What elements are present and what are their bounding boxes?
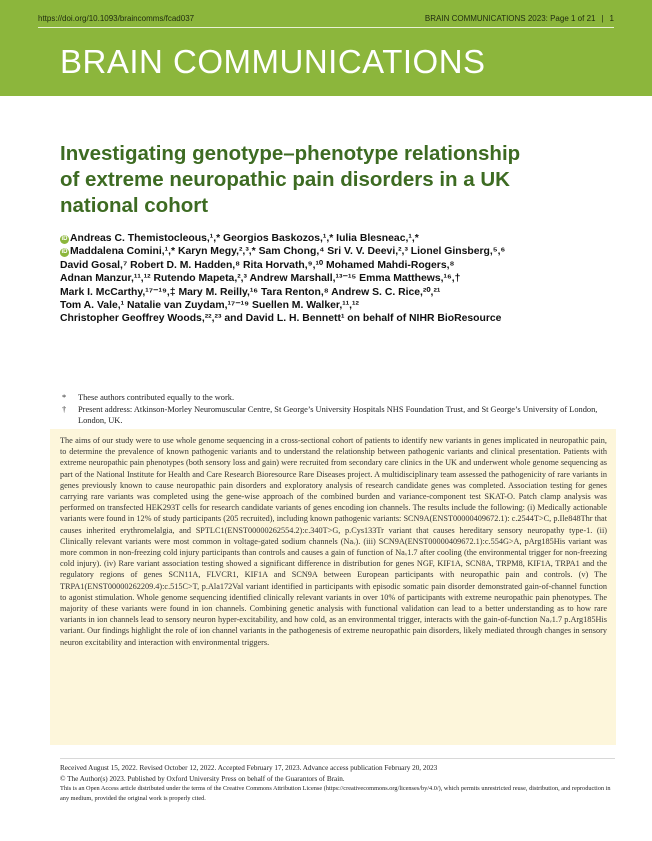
license-text: This is an Open Access article distributed under the terms of the Creative Commons Attribution License (https://creativecommons.org/licenses/by/4.0/), which permits unrestricted reuse, distribution, and reproduction in any medium, provided the original work is properly cited. [60, 785, 611, 802]
copyright: © The Author(s) 2023. Published by Oxford University Press on behalf of the Guarantors of Brain. [60, 774, 345, 783]
abstract-text: The aims of our study were to use whole genome sequencing in a cross-sectional cohort of patients to identify new variants in genes implicated in neuropathic pain, to determine the prevalence of known pathogenic variants and to understand the relationship between pathogenic variants and clinical presentation. Patients with extreme neuropathic pain phenotypes (both sensory loss and gain) were recruited from secondary care clinics in the UK and underwent whole genome sequencing as part of the National Institute for Health and Care Research Bioresource Rare Diseases project. A multidisciplinary team assessed the pathogenicity of rare variants in genes previously known to cause neuropathic pain disorders and exploratory analysis of research candidate genes was completed. Association testing for genes carrying rare variants was completed using the gene-wise approach of the combined burden and variance-component test SKAT-O. Patch clamp analysis was performed on transfected HEK293T cells for research candidate variants of genes encoding ion channels. The results include the following: (i) Medically actionable variants were found in 12% of study participants (205 recruited), including known pathogenic variants: SCN9A(ENST00000409672.1): c.2544T>C, p.Ile848Thr that causes inherited erythromelalgia, and SPTLC1(ENST00000262554.2):c.340T>G, p.Cys133Tr variant that causes hereditary sensory neuropathy type-1. (ii) Clinically relevant variants were most common in voltage-gated sodium channels (Naᵥ). (iii) SCN9A(ENST00000409672.1):c.554G>A, pArg185His variant was more common in non-freezing cold injury participants than controls and causes a gain of function of Naᵥ1.7 after cooling (the environmental trigger for non-freezing cold injury). (iv) Rare variant association testing showed a significant difference in distribution for genes NGF, KIF1A, SCN8A, TRPM8, KIF1A, TRPA1 and the regulatory regions of genes SCN11A, FLVCR1, KIF1A and SCN9A between European participants with neuropathic pain and controls. (v) The TRPA1(ENST00000262209.4):c.515C>T, p.Ala172Val variant identified in participants with episodic somatic pain disorder demonstrated gain-of-channel function to agonist stimulation. Whole genome sequencing identified clinically relevant variants in over 10% of participants with extreme neuropathic pain phenotypes. The majority of these variants were found in ion channels. Combining genetic analysis with functional validation can lead to a better understanding as to how rare variants in ion channels lead to sensory neuron hyper-excitability, and how cold, as an environmental trigger, interacts with the gain-of-function Naᵥ1.7 p.Arg185His variant. Our findings highlight the role of ion channel variants in the pathogenesis of extreme neuropathic pain disorders, likely mediated through changes in sensory neuron excitability and interaction with environmental triggers. [60, 436, 607, 647]
abstract [60, 435, 607, 648]
doi-link[interactable]: https://doi.org/10.1093/braincomms/fcad037 [38, 14, 195, 23]
footnote: * These authors contributed equally to the work. [62, 393, 235, 402]
separator: | [601, 14, 604, 23]
running-head: BRAIN COMMUNICATIONS 2023: Page 1 of 21 [424, 14, 596, 23]
author-line: iD Andreas C. Themistocleous,¹,* Georgios Baskozos,¹,* Iulia Blesneac,¹,* [61, 233, 419, 244]
orcid-icon[interactable]: iD [61, 236, 68, 242]
footer-rule [60, 758, 615, 759]
footnote: † Present address: Atkinson-Morley Neuromuscular Centre, St George’s University Hospitals NHS Foundation Trust, and St George’s University of London, London, UK. [62, 404, 598, 425]
article-title: Investigating genotype–phenotype relationship of extreme neuropathic pain disorders in a UK national cohort [60, 142, 521, 217]
header-rule [38, 27, 614, 28]
author-line: Christopher Geoffrey Woods,²²,²³ and David L. H. Bennett¹ on behalf of NIHR BioResource [60, 313, 502, 325]
author-line: Tom A. Vale,¹ Natalie van Zuydam,¹⁷⁻¹⁹ Suellen M. Walker,¹¹,¹² [60, 300, 359, 312]
article-footer [60, 763, 615, 803]
journal-name: BRAIN COMMUNICATIONS [60, 43, 486, 80]
orcid-icon[interactable]: iD [61, 249, 68, 256]
page-number: 1 [609, 14, 614, 23]
received-dates: Received August 15, 2022. Revised October 12, 2022. Accepted February 17, 2023. Advance access publication February 20, 2023 [60, 764, 438, 772]
author-list [60, 232, 615, 326]
author-line: Mark I. McCarthy,¹⁷⁻¹⁹,‡ Mary M. Reilly,¹⁶ Tara Renton,⁸ Andrew S. C. Rice,²⁰,²¹ [60, 286, 441, 298]
page-info [419, 14, 614, 23]
running-header [38, 14, 614, 28]
author-line: Adnan Manzur,¹¹,¹² Rutendo Mapeta,²,³ Andrew Marshall,¹³⁻¹⁵ Emma Matthews,¹⁶,† [60, 273, 461, 285]
author-line: iD Maddalena Comini,¹,* Karyn Megy,²,³,* Sam Chong,⁴ Sri V. V. Deevi,²,³ Lionel Ginsberg,⁵,⁶ [61, 246, 506, 258]
author-line: David Gosal,⁷ Robert D. M. Hadden,⁸ Rita Horvath,⁹,¹⁰ Mohamed Mahdi-Rogers,⁸ [60, 259, 455, 271]
